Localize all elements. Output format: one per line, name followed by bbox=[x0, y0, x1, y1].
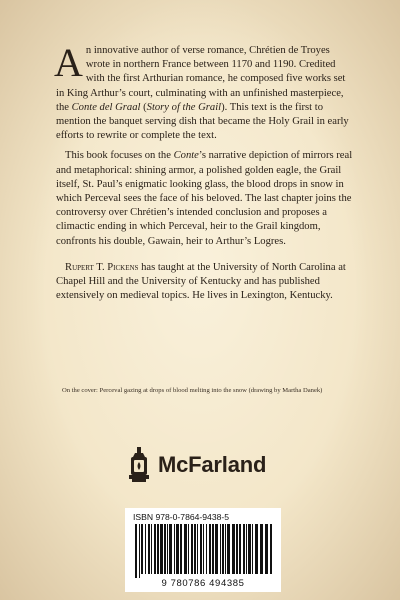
description-paragraph-1 bbox=[54, 40, 354, 143]
description-block bbox=[54, 40, 354, 309]
drop-cap: A bbox=[54, 40, 83, 85]
isbn-barcode-panel bbox=[125, 508, 281, 592]
publisher-name: McFarland bbox=[158, 452, 267, 477]
description-text: ’s narrative depiction of mirrors real and metaphorical: shining armor, a polished golden eagle, the Grail itself, St. Paul’s enigmatic looking glass, the blood drops in snow in which Perceval sees the face of his beloved. The last chapter joins the controversy over Chrétien’s intended conclusion and proposes a climactic ending in which Perceval, heir to the Grail kingdom, confronts his double, Gawain, heir to Arthur’s Logres. bbox=[56, 150, 353, 247]
description-paragraph-2 bbox=[56, 149, 354, 248]
ean13-barcode-icon bbox=[131, 524, 275, 578]
book-title-translation: Story of the Grail bbox=[146, 101, 222, 113]
description-text: ). This text is the first to mention the banquet serving dish that became the Holy Grail in early efforts to rewrite or complete the text. bbox=[56, 101, 349, 142]
description-text: n innovative author of verse romance, Chrétien de Troyes wrote in northern France between 1170 and 1190. Credited with the first Arthurian romance, he composed five works set in King Arthur’s court, culminating with an unfinished masterpiece, the bbox=[56, 45, 346, 113]
description-text: This book focuses on the bbox=[65, 150, 174, 162]
mcfarland-lamp-logo-icon bbox=[124, 445, 154, 485]
description-text: ( bbox=[140, 101, 147, 113]
book-title-short: Conte bbox=[173, 150, 199, 162]
publisher-imprint bbox=[124, 445, 266, 485]
author-name: Rupert T. Pickens bbox=[65, 261, 139, 273]
cover-caption: On the cover: Perceval gazing at drops of blood melting into the snow (drawing by Martha Danek) bbox=[62, 387, 323, 394]
author-bio bbox=[56, 261, 354, 304]
author-bio-text: has taught at the University of North Carolina at Chapel Hill and the University of Kentucky and has published extensively on medieval topics. He lives in Lexington, Kentucky. bbox=[56, 261, 346, 302]
isbn-label: ISBN 978-0-7864-9438-5 bbox=[133, 512, 230, 522]
price-barcode-area bbox=[286, 560, 356, 590]
barcode-digits: 9 780786 494385 bbox=[161, 578, 245, 589]
book-title: Conte del Graal bbox=[71, 101, 141, 113]
